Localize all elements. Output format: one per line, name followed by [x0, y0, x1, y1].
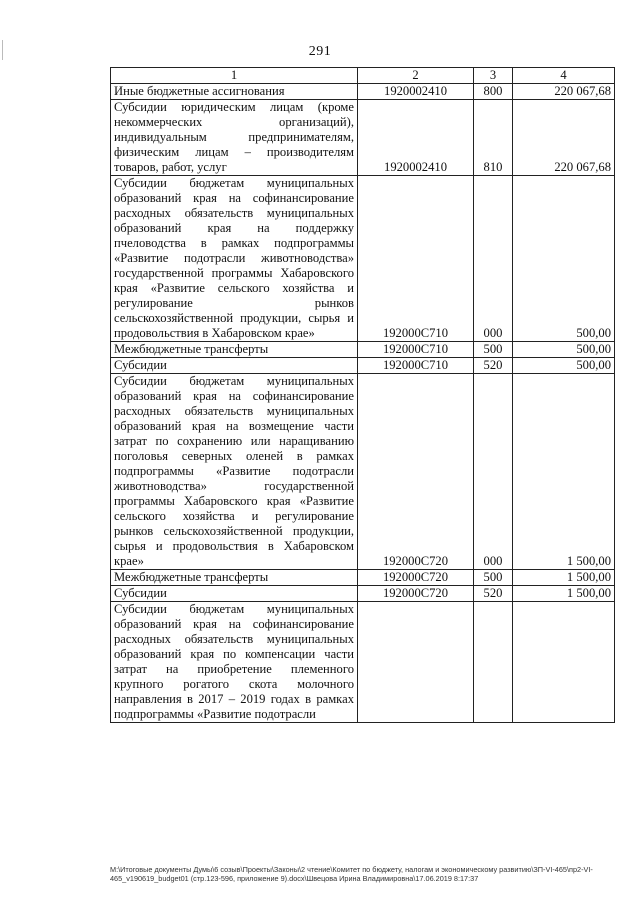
row-vr: 000	[474, 176, 513, 342]
row-amount: 220 067,68	[513, 100, 615, 176]
row-vr: 500	[474, 570, 513, 586]
row-code: 192000С710	[358, 342, 474, 358]
row-name: Субсидии бюджетам муниципальных образований края на софинансирование расходных обязательств муниципальных образований края на возмещение части затрат по сохранению или наращиванию поголовья северных оленей в рамках подпрограммы «Развитие подотрасли животноводства» государственной программы Хабаровского края «Развитие сельского хозяйства и регулирование рынков сельскохозяйственной продукции, сырья и продовольствия в Хабаровском крае»	[111, 374, 358, 570]
row-code: 192000С720	[358, 570, 474, 586]
row-amount: 500,00	[513, 176, 615, 342]
row-amount	[513, 602, 615, 723]
header-col-4: 4	[513, 68, 615, 84]
row-vr: 500	[474, 342, 513, 358]
page-number: 291	[308, 44, 332, 59]
row-code: 1920002410	[358, 100, 474, 176]
table-row	[111, 176, 615, 342]
row-name: Субсидии юридическим лицам (кроме некоммерческих организаций), индивидуальным предпринимателям, физическим лицам – производителям товаров, работ, услуг	[111, 100, 358, 176]
row-code: 1920002410	[358, 84, 474, 100]
table-row	[111, 100, 615, 176]
row-vr: 810	[474, 100, 513, 176]
row-amount: 1 500,00	[513, 570, 615, 586]
row-name: Субсидии бюджетам муниципальных образований края на софинансирование расходных обязательств муниципальных образований края по компенсации части затрат на приобретение племенного крупного рогатого скота молочного направления в 2017 – 2019 годах в рамках подпрограммы «Развитие подотрасли	[111, 602, 358, 723]
row-name: Межбюджетные трансферты	[111, 570, 358, 586]
header-col-1: 1	[111, 68, 358, 84]
table-row	[111, 342, 615, 358]
table-row	[111, 84, 615, 100]
row-vr: 000	[474, 374, 513, 570]
budget-table	[110, 67, 615, 723]
table-row	[111, 602, 615, 723]
row-name: Межбюджетные трансферты	[111, 342, 358, 358]
header-row	[111, 68, 615, 84]
row-name: Субсидии	[111, 358, 358, 374]
table-row	[111, 570, 615, 586]
row-name: Субсидии бюджетам муниципальных образований края на софинансирование расходных обязательств муниципальных образований края на поддержку пчеловодства в рамках подпрограммы «Развитие подотрасли животноводства» государственной программы Хабаровского края «Развитие сельского хозяйства и регулирование рынков сельскохозяйственной продукции, сырья и продовольствия в Хабаровском крае»	[111, 176, 358, 342]
row-code: 192000С710	[358, 176, 474, 342]
row-amount: 1 500,00	[513, 374, 615, 570]
row-vr: 520	[474, 586, 513, 602]
row-name: Субсидии	[111, 586, 358, 602]
row-code: 192000С710	[358, 358, 474, 374]
file-path-footer: M:\Итоговые документы Думы\6 созыв\Проекты\Законы\2 чтение\Комитет по бюджету, налогам и экономическому развитию\ЗП-VI-465\пр2-VI-465_v190619_budget01 (стр.123-596, приложение 9).docx\Швецова Ирина Владимировна\17.06.2019 8:17:37	[110, 865, 593, 883]
row-vr: 520	[474, 358, 513, 374]
row-name: Иные бюджетные ассигнования	[111, 84, 358, 100]
row-code: 192000С720	[358, 586, 474, 602]
row-amount: 500,00	[513, 342, 615, 358]
row-vr: 800	[474, 84, 513, 100]
table-row	[111, 586, 615, 602]
header-col-2: 2	[358, 68, 474, 84]
row-amount: 500,00	[513, 358, 615, 374]
row-code	[358, 602, 474, 723]
table-row	[111, 358, 615, 374]
row-vr	[474, 602, 513, 723]
row-amount: 1 500,00	[513, 586, 615, 602]
table-row	[111, 374, 615, 570]
row-amount: 220 067,68	[513, 84, 615, 100]
row-code: 192000С720	[358, 374, 474, 570]
header-col-3: 3	[474, 68, 513, 84]
